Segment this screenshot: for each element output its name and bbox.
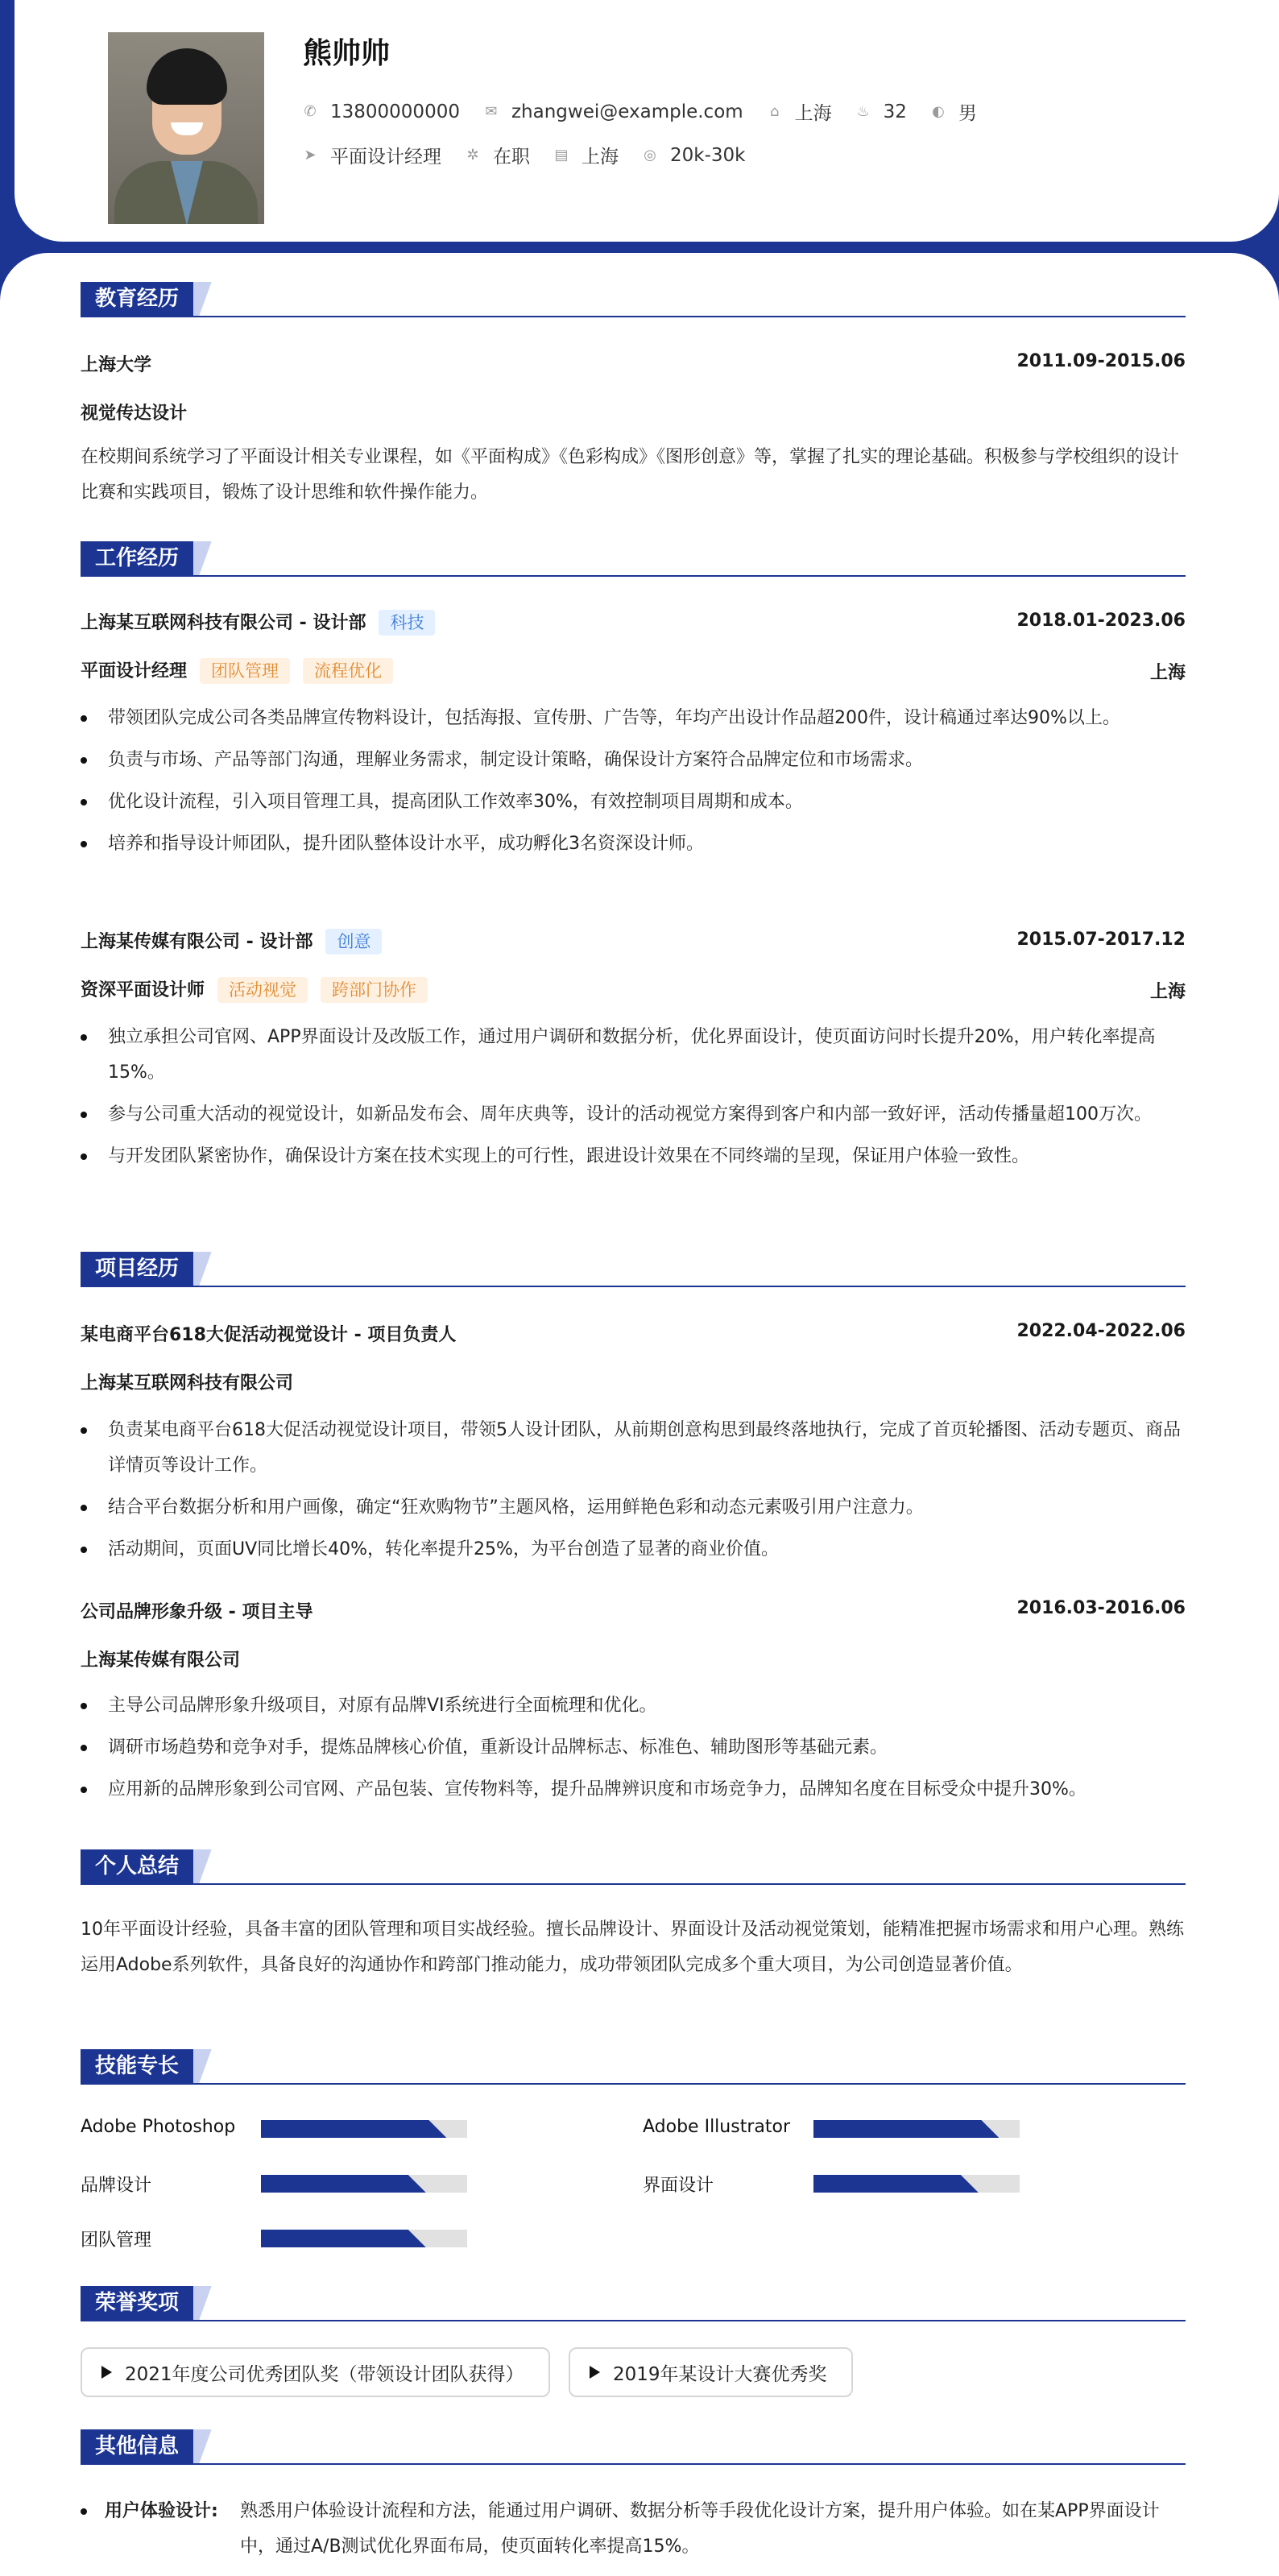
list-item: 负责某电商平台618大促活动视觉设计项目，带领5人设计团队，从前期创意构思到最终落地执行，完成了首页轮播图、活动专题页、商品详情页等设计工作。 <box>81 1413 1186 1484</box>
skill-tag: 跨部门协作 <box>321 977 428 1003</box>
other-text: 熟悉用户体验设计流程和方法，能通过用户调研、数据分析等手段优化设计方案，提升用户体验。如在某APP界面设计中，通过A/B测试优化界面布局，使页面转化率提高15%。 <box>240 2501 1160 2557</box>
project-bullets-2 <box>81 1688 1186 1814</box>
work-location-1: 上海 <box>1149 663 1186 683</box>
school-name: 上海大学 <box>81 355 152 375</box>
awards-title: 荣誉奖项 <box>81 2288 1186 2321</box>
list-item: 应用新的品牌形象到公司官网、产品包装、宣传物料等，提升品牌辨识度和市场竞争力，品牌知名度在目标受众中提升30%。 <box>81 1772 1186 1808</box>
skill-tag: 活动视觉 <box>217 977 308 1003</box>
list-item: 带领团队完成公司各类品牌宣传物料设计，包括海报、宣传册、广告等，年均产出设计作品超200件，设计稿通过率达90%以上。 <box>81 701 1186 736</box>
skill-name: 界面设计 <box>643 2176 714 2196</box>
project-name-1: 某电商平台618大促活动视觉设计 - 项目负责人 <box>81 1325 457 1345</box>
other-title: 其他信息 <box>81 2431 1186 2465</box>
city-text: 上海 <box>582 147 619 168</box>
profile-name: 熊帅帅 <box>303 37 391 70</box>
award-item: 2019年某设计大赛优秀奖 <box>569 2347 853 2397</box>
profile-header <box>14 0 1279 242</box>
send-icon: ➤ <box>304 146 317 164</box>
phone-text: 13800000000 <box>330 101 460 122</box>
job-title: 资深平面设计师 <box>81 980 205 1000</box>
list-item: 负责与市场、产品等部门沟通，理解业务需求，制定设计策略，确保设计方案符合品牌定位和市场需求。 <box>81 743 1186 778</box>
projects-title: 项目经历 <box>81 1253 1186 1287</box>
salary-icon: ◎ <box>644 146 656 164</box>
skill-name: 品牌设计 <box>81 2176 152 2196</box>
avatar-photo <box>108 32 264 224</box>
skill-bar <box>261 2120 467 2138</box>
education-desc: 在校期间系统学习了平面设计相关专业课程，如《平面构成》《色彩构成》《图形创意》等，掌握了扎实的理论基础。积极参与学校组织的设计比赛和实践项目，锻炼了设计思维和软件操作能力。 <box>81 447 1180 503</box>
salary-text: 20k-30k <box>670 144 746 166</box>
status-text: 在职 <box>493 147 530 168</box>
skill-tag: 团队管理 <box>200 658 290 684</box>
award-item: 2021年度公司优秀团队奖（带领设计团队获得） <box>81 2347 550 2397</box>
gender-icon: ◐ <box>932 102 945 120</box>
home-icon: ⌂ <box>769 102 780 120</box>
contact-row <box>301 98 1000 125</box>
job-intent-row <box>301 142 768 168</box>
job-title: 平面设计经理 <box>81 661 188 681</box>
project-name-2: 公司品牌形象升级 - 项目主导 <box>81 1602 313 1622</box>
hometown-text: 上海 <box>794 103 832 124</box>
work-period-1: 2018.01-2023.06 <box>1016 611 1186 631</box>
work-company-2 <box>81 928 382 955</box>
skill-bar <box>813 2120 1020 2138</box>
cake-icon: ♨ <box>856 102 870 120</box>
education-period: 2011.09-2015.06 <box>1016 351 1186 371</box>
list-item: 培养和指导设计师团队，提升团队整体设计水平，成功孵化3名资深设计师。 <box>81 826 1186 862</box>
position-text: 平面设计经理 <box>330 147 441 168</box>
skill-name: Adobe Illustrator <box>643 2117 790 2137</box>
skill-name: 团队管理 <box>81 2230 152 2251</box>
list-item: 参与公司重大活动的视觉设计，如新品发布会、周年庆典等，设计的活动视觉方案得到客户和内部一致好评，活动传播量超100万次。 <box>81 1097 1186 1133</box>
age-text: 32 <box>883 101 907 122</box>
skill-tag: 流程优化 <box>303 658 393 684</box>
play-icon <box>590 2366 600 2379</box>
work-company-1 <box>81 609 435 636</box>
list-item: 结合平台数据分析和用户画像，确定“狂欢购物节”主题风格，运用鲜艳色彩和动态元素吸引用户注意力。 <box>81 1490 1186 1526</box>
major-name: 视觉传达设计 <box>81 404 188 424</box>
skill-bar <box>261 2230 467 2247</box>
building-icon: ▤ <box>554 146 569 164</box>
work-title-2 <box>81 976 428 1003</box>
skill-bar <box>813 2175 1020 2193</box>
project-period-1: 2022.04-2022.06 <box>1016 1321 1186 1341</box>
work-bullets-1 <box>81 701 1186 868</box>
work-period-2: 2015.07-2017.12 <box>1016 930 1186 950</box>
status-icon: ✲ <box>466 146 479 164</box>
gender-text: 男 <box>958 103 977 124</box>
company-name: 上海某传媒有限公司 - 设计部 <box>81 932 313 952</box>
education-title: 教育经历 <box>81 284 1186 317</box>
email-text: zhangwei@example.com <box>511 101 743 122</box>
project-period-2: 2016.03-2016.06 <box>1016 1598 1186 1618</box>
list-item: 活动期间，页面UV同比增长40%，转化率提升25%，为平台创造了显著的商业价值。 <box>81 1532 1186 1568</box>
list-item: 调研市场趋势和竞争对手，提炼品牌核心价值，重新设计品牌标志、标准色、辅助图形等基础元素。 <box>81 1730 1186 1766</box>
work-title-1 <box>81 657 393 684</box>
company-name: 上海某互联网科技有限公司 - 设计部 <box>81 613 366 633</box>
work-title: 工作经历 <box>81 543 1186 577</box>
summary-text: 10年平面设计经验，具备丰富的团队管理和项目实战经验。擅长品牌设计、界面设计及活动视觉策划，能精准把握市场需求和用户心理。熟练运用Adobe系列软件，具备良好的沟通协作和跨部门推动能力，成功带领团队完成多个重大项目，为公司创造显著价值。 <box>81 1920 1184 1975</box>
email-icon: ✉ <box>485 102 498 120</box>
phone-icon: ✆ <box>304 102 317 120</box>
project-bullets-1 <box>81 1413 1186 1574</box>
skills-title: 技能专长 <box>81 2051 1186 2085</box>
work-bullets-2 <box>81 1020 1186 1181</box>
play-icon <box>101 2366 112 2379</box>
project-org-2: 上海某传媒有限公司 <box>81 1650 241 1671</box>
list-item: 优化设计流程，引入项目管理工具，提高团队工作效率30%，有效控制项目周期和成本。 <box>81 785 1186 820</box>
list-item: 主导公司品牌形象升级项目，对原有品牌VI系统进行全面梳理和优化。 <box>81 1688 1186 1724</box>
project-org-1: 上海某互联网科技有限公司 <box>81 1373 294 1394</box>
summary-title: 个人总结 <box>81 1851 1186 1885</box>
industry-tag: 科技 <box>379 610 435 636</box>
list-item: 独立承担公司官网、APP界面设计及改版工作，通过用户调研和数据分析，优化界面设计，使页面访问时长提升20%，用户转化率提高15%。 <box>81 1020 1186 1091</box>
industry-tag: 创意 <box>325 929 382 955</box>
list-item: 与开发团队紧密协作，确保设计方案在技术实现上的可行性，跟进设计效果在不同终端的呈现，保证用户体验一致性。 <box>81 1139 1186 1174</box>
skill-bar <box>261 2175 467 2193</box>
other-label: 用户体验设计: <box>105 2501 218 2521</box>
skill-name: Adobe Photoshop <box>81 2117 236 2137</box>
work-location-2: 上海 <box>1149 982 1186 1002</box>
